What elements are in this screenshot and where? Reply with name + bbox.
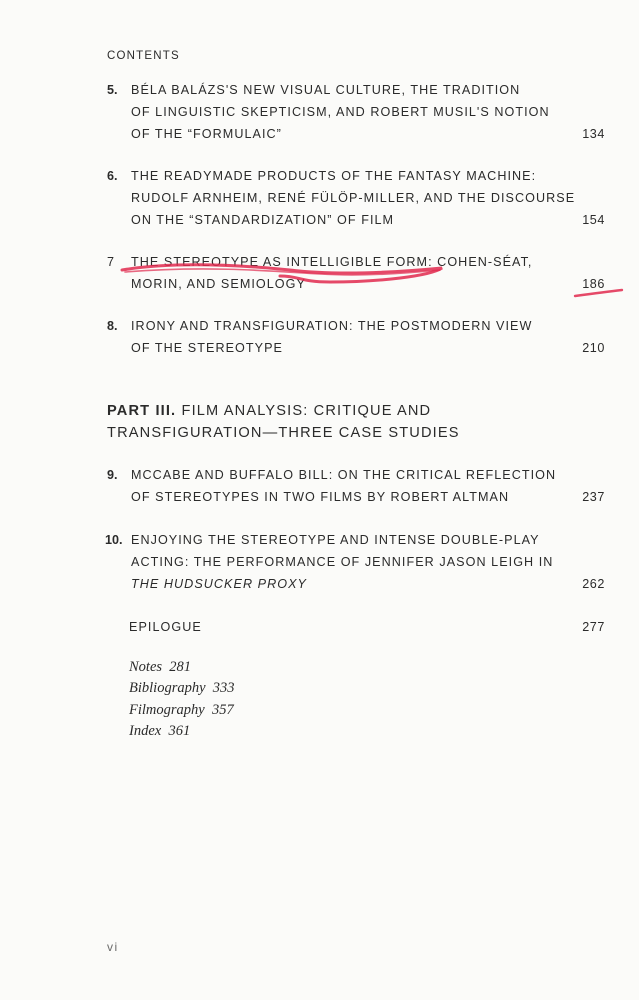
entry-page-number: 277	[582, 620, 605, 634]
entry-number: 9.	[107, 468, 118, 482]
entry-number: 10.	[105, 533, 123, 547]
entry-number: 7	[107, 255, 115, 269]
entry-number: 5.	[107, 83, 118, 97]
part-title-line: TRANSFIGURATION—THREE CASE STUDIES	[107, 425, 460, 441]
part-title-line: FILM ANALYSIS: CRITIQUE AND	[181, 403, 432, 419]
entry-number: 6.	[107, 169, 118, 183]
epilogue-label: EPILOGUE	[129, 620, 202, 634]
entry-title-line: THE STEREOTYPE AS INTELLIGIBLE FORM: COHEN-SÉAT,	[131, 255, 533, 269]
entry-title-line: MORIN, AND SEMIOLOGY	[131, 277, 306, 291]
entry-title-line: MCCABE AND BUFFALO BILL: ON THE CRITICAL REFLECTION	[131, 468, 557, 482]
entry-title-line: IRONY AND TRANSFIGURATION: THE POSTMODERN VIEW	[131, 319, 533, 333]
entry-page-number: 262	[582, 577, 605, 591]
entry-title-line: ON THE “STANDARDIZATION” OF FILM	[131, 213, 395, 227]
part-label: PART III.	[107, 403, 177, 419]
page-folio: vi	[107, 940, 119, 954]
entry-title-line: ACTING: THE PERFORMANCE OF JENNIFER JASON LEIGH IN	[131, 555, 554, 569]
backmatter-item-filmography: Filmography 357	[129, 701, 234, 718]
entry-page-number: 210	[582, 341, 605, 355]
page-header: CONTENTS	[107, 50, 180, 62]
entry-title-line: THE HUDSUCKER PROXY	[131, 577, 307, 591]
entry-number: 8.	[107, 319, 118, 333]
backmatter-list	[129, 657, 235, 742]
entry-title-line: ENJOYING THE STEREOTYPE AND INTENSE DOUBLE-PLAY	[131, 533, 540, 547]
entry-title-line: OF STEREOTYPES IN TWO FILMS BY ROBERT ALTMAN	[131, 490, 510, 504]
entry-page-number: 134	[582, 127, 605, 141]
entry-title-line: OF LINGUISTIC SKEPTICISM, AND ROBERT MUSIL'S NOTION	[131, 105, 550, 119]
entry-title-line: RUDOLF ARNHEIM, RENÉ FÜLÖP-MILLER, AND THE DISCOURSE	[131, 191, 576, 205]
entry-page-number: 186	[582, 277, 605, 291]
entry-page-number: 237	[582, 490, 605, 504]
entry-title-line: OF THE “FORMULAIC”	[131, 127, 282, 141]
entry-page-number: 154	[582, 213, 605, 227]
entry-title-line: BÉLA BALÁZS'S NEW VISUAL CULTURE, THE TRADITION	[131, 83, 521, 97]
backmatter-item-bibliography: Bibliography 333	[129, 680, 235, 697]
entry-title-line: THE READYMADE PRODUCTS OF THE FANTASY MACHINE:	[131, 169, 537, 183]
entry-title-line: OF THE STEREOTYPE	[131, 341, 283, 355]
backmatter-item-index: Index 361	[129, 722, 191, 739]
backmatter-item-notes: Notes 281	[129, 659, 192, 675]
